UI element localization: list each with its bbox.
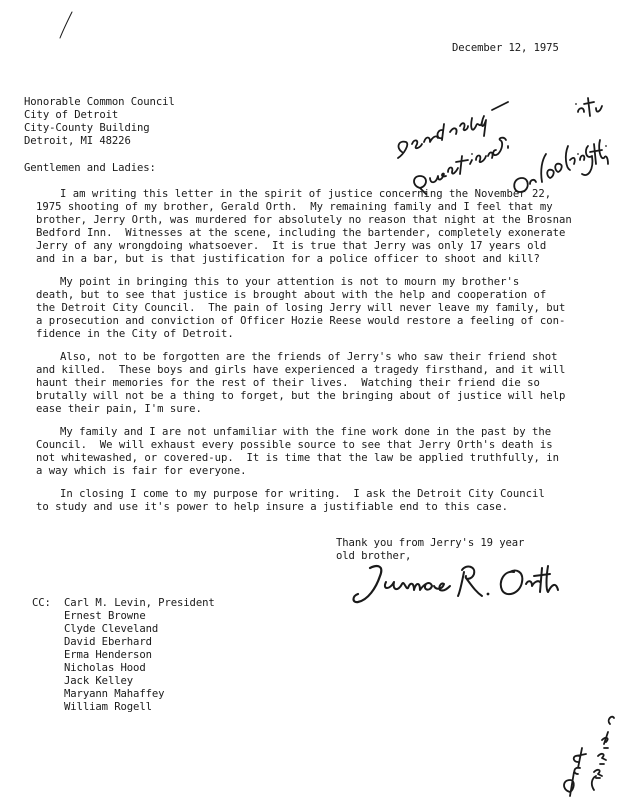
cc-name: Erma Henderson [64, 649, 152, 661]
cc-label: CC: [32, 597, 51, 609]
body-paragraph-3 [36, 351, 584, 416]
salutation: Gentlemen and Ladies: [24, 162, 156, 174]
cc-name: Nicholas Hood [64, 662, 146, 674]
paragraph-line: and in a bar, but is that justification for a police officer to shoot and kill? [36, 253, 540, 265]
cc-name: William Rogell [64, 701, 152, 713]
paragraph-line: death, but to see that justice is brought about with the help and cooperation of [36, 289, 547, 301]
paragraph-line: 1975 shooting of my brother, Gerald Orth. My remaining family and I feel that my [36, 201, 553, 213]
closing-line: Thank you from Jerry's 19 year [336, 537, 525, 549]
paragraph-line: My family and I are not unfamiliar with the fine work done in the past by the [60, 426, 552, 438]
cc-name: Maryann Mahaffey [64, 688, 165, 700]
body-paragraph-4 [36, 426, 584, 478]
paragraph-line: Council. We will exhaust every possible source to see that Jerry Orth's death is [36, 439, 553, 451]
cc-name: Ernest Browne [64, 610, 146, 622]
cc-name: Jack Kelley [64, 675, 134, 687]
body-paragraph-2 [36, 276, 584, 341]
body-paragraph-5 [36, 488, 584, 514]
cc-name: David Eberhard [64, 636, 152, 648]
recipient-line: Detroit, MI 48226 [24, 135, 131, 147]
paragraph-line: a prosecution and conviction of Officer Hozie Reese would restore a feeling of con- [36, 315, 566, 327]
paragraph-line: brother, Jerry Orth, was murdered for absolutely no reason that night at the Brosnan [36, 214, 572, 226]
paragraph-line: Jerry of any wrongdoing whatsoever. It is true that Jerry was only 17 years old [36, 240, 547, 252]
paragraph-line: Bedford Inn. Witnesses at the scene, including the bartender, completely exonerate [36, 227, 566, 239]
closing-line: old brother, [336, 550, 412, 562]
paragraph-line: In closing I come to my purpose for writing. I ask the Detroit City Council [60, 488, 545, 500]
paragraph-line: a way which is fair for everyone. [36, 465, 247, 477]
pen-mark [40, 10, 80, 50]
signature [350, 560, 570, 610]
letter-date: December 12, 1975 [452, 42, 559, 54]
paragraph-line: brutally will not be a thing to forget, but the bringing about of justice will help [36, 390, 566, 402]
cc-name: Carl M. Levin, President [64, 597, 215, 609]
paragraph-line: fidence in the City of Detroit. [36, 328, 234, 340]
paragraph-line: and killed. These boys and girls have experienced a tragedy firsthand, and it will [36, 364, 566, 376]
paragraph-line: ease their pain, I'm sure. [36, 403, 202, 415]
recipient-line: City of Detroit [24, 109, 119, 121]
cc-name: Clyde Cleveland [64, 623, 159, 635]
paragraph-line: the Detroit City Council. The pain of losing Jerry will never leave my family, but [36, 302, 566, 314]
paragraph-line: Also, not to be forgotten are the friends of Jerry's who saw their friend shot [60, 351, 558, 363]
paragraph-line: not whitewashed, or covered-up. It is time that the law be applied truthfully, in [36, 452, 559, 464]
paragraph-line: My point in bringing this to your attention is not to mourn my brother's [60, 276, 520, 288]
handwritten-initials [556, 700, 616, 798]
paragraph-line: haunt their memories for the rest of their lives. Watching their friend die so [36, 377, 540, 389]
recipient-line: City-County Building [24, 122, 150, 134]
recipient-line: Honorable Common Council [24, 96, 175, 108]
paragraph-line: to study and use it's power to help insure a justifiable end to this case. [36, 501, 508, 513]
paragraph-line: I am writing this letter in the spirit of justice concerning the November 22, [60, 188, 552, 200]
body-paragraph-1 [36, 188, 584, 266]
